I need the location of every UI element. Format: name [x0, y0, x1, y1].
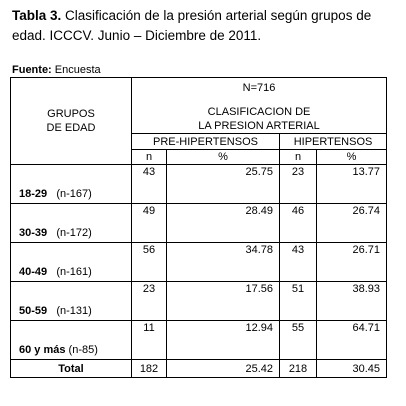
age-group-cell: [11, 165, 132, 204]
classification-header: [132, 78, 387, 134]
classification-header-line2: LA PRESION ARTERIAL: [198, 120, 320, 132]
age-range: 30-39: [19, 227, 48, 239]
classification-header-line1: CLASIFICACION DE: [207, 106, 311, 118]
pre-pct-cell: 17.56: [167, 282, 280, 321]
table-row: [11, 243, 387, 282]
pre-n-header: n: [132, 150, 167, 165]
age-groups-header-line1: GRUPOS: [47, 108, 95, 120]
age-range: 18-29: [19, 188, 48, 200]
pre-pct-cell: 34.78: [167, 243, 280, 282]
prehypertensive-header: PRE-HIPERTENSOS: [132, 134, 280, 150]
total-n-label: N=716: [242, 82, 276, 94]
pre-pct-cell: 28.49: [167, 204, 280, 243]
table-row: [11, 321, 387, 360]
hip-n-cell: 23: [280, 165, 317, 204]
pre-n-cell: 56: [132, 243, 167, 282]
age-group-cell: [11, 321, 132, 360]
total-pre-n: 182: [132, 360, 167, 378]
hip-pct-cell: 64.71: [317, 321, 387, 360]
pre-pct-header: %: [167, 150, 280, 165]
table-row: [11, 165, 387, 204]
total-hip-pct: 30.45: [317, 360, 387, 378]
age-range: 60 y más: [19, 344, 66, 356]
age-count: (n-85): [68, 344, 98, 356]
age-range: 50-59: [19, 305, 48, 317]
total-hip-n: 218: [280, 360, 317, 378]
table-source: [12, 63, 101, 77]
table-row: [11, 282, 387, 321]
hip-n-cell: 51: [280, 282, 317, 321]
age-groups-header: [11, 78, 132, 165]
pre-n-cell: 43: [132, 165, 167, 204]
age-count: (n-167): [56, 188, 92, 200]
pre-pct-cell: 25.75: [167, 165, 280, 204]
caption-label: Tabla 3.: [12, 8, 62, 23]
source-text: Encuesta: [51, 64, 101, 76]
caption-text: Clasificación de la presión arterial según grupos de edad. ICCCV. Junio – Diciembre de 2011.: [12, 8, 372, 43]
hip-pct-cell: 38.93: [317, 282, 387, 321]
hip-n-cell: 55: [280, 321, 317, 360]
age-count: (n-161): [56, 266, 92, 278]
pre-n-cell: 11: [132, 321, 167, 360]
total-label: Total: [11, 360, 132, 378]
hip-pct-header: %: [317, 150, 387, 165]
age-group-cell: [11, 243, 132, 282]
blood-pressure-table: [10, 77, 387, 378]
age-group-cell: [11, 204, 132, 243]
age-count: (n-131): [56, 305, 92, 317]
age-group-cell: [11, 282, 132, 321]
hip-n-cell: 46: [280, 204, 317, 243]
hip-pct-cell: 26.71: [317, 243, 387, 282]
table-caption: [12, 6, 402, 46]
table-row: [11, 204, 387, 243]
age-range: 40-49: [19, 266, 48, 278]
total-row: [11, 360, 387, 378]
hip-n-header: n: [280, 150, 317, 165]
age-count: (n-172): [56, 227, 92, 239]
total-pre-pct: 25.42: [167, 360, 280, 378]
hypertensive-header: HIPERTENSOS: [280, 134, 387, 150]
pre-n-cell: 49: [132, 204, 167, 243]
pre-pct-cell: 12.94: [167, 321, 280, 360]
hip-pct-cell: 13.77: [317, 165, 387, 204]
hip-n-cell: 43: [280, 243, 317, 282]
hip-pct-cell: 26.74: [317, 204, 387, 243]
age-groups-header-line2: DE EDAD: [46, 122, 96, 134]
pre-n-cell: 23: [132, 282, 167, 321]
source-label: Fuente:: [12, 64, 52, 76]
